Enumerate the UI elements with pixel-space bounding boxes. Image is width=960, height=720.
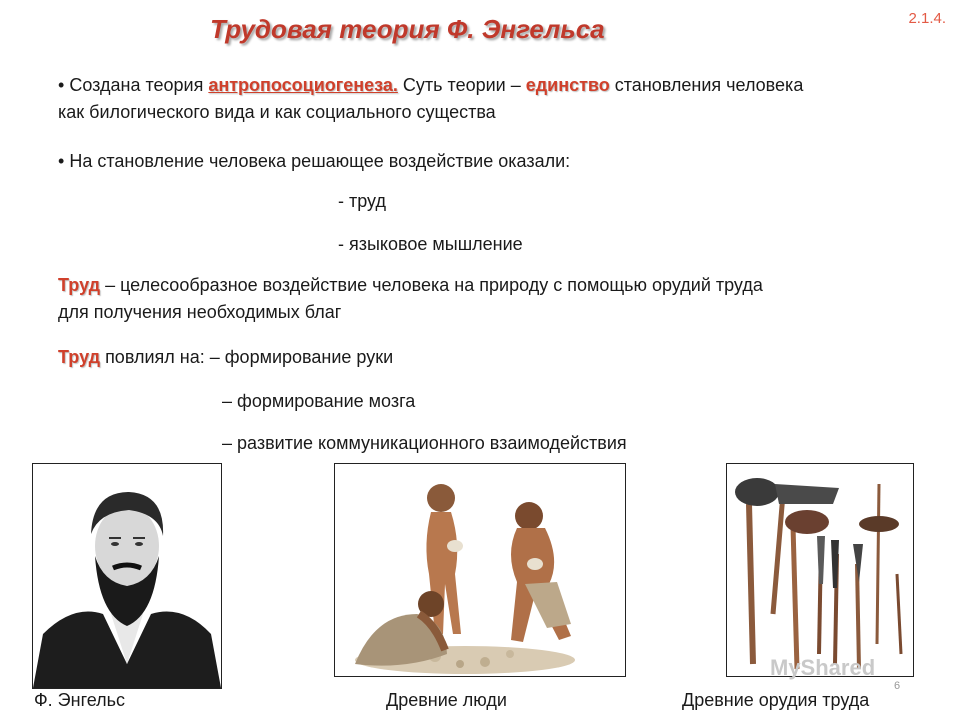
influence-text: повлиял на: – формирование руки: [100, 347, 394, 367]
term-labor: Труд: [58, 347, 101, 367]
term-unity: единство: [525, 75, 610, 95]
bullet-marker: •: [58, 75, 65, 95]
bullet-2-text: На становление человека решающее воздействие оказали:: [69, 151, 571, 171]
bullet-1-line-2: как билогического вида и как социального существа: [58, 102, 496, 122]
factor-language-thinking: - языковое мышление: [338, 234, 523, 254]
engels-portrait-illustration: [33, 464, 221, 688]
ancient-people-image: [334, 463, 626, 677]
bullet-2: [58, 148, 570, 175]
factor-labor: - труд: [338, 191, 386, 211]
bullet-1-post: становления человека: [609, 75, 804, 95]
slide-title: Трудовая теория Ф. Энгельса: [210, 14, 605, 44]
influence-brain: – формирование мозга: [222, 391, 416, 411]
definition-line-1: [58, 272, 763, 299]
caption-ancient-people: Древние люди: [386, 690, 507, 710]
ancient-tools-illustration: [727, 464, 913, 676]
bullet-1-line-1: [58, 72, 803, 99]
definition-text: – целесообразное воздействие человека на природу с помощью орудий труда: [100, 275, 763, 295]
term-labor: Труд: [58, 275, 101, 295]
term-anthroposociogenesis: антропосоциогенеза.: [208, 75, 398, 95]
caption-ancient-tools: Древние орудия труда: [682, 690, 870, 710]
watermark: MyShared: [770, 655, 876, 680]
definition-line-2: для получения необходимых благ: [58, 302, 342, 322]
ancient-tools-image: [726, 463, 914, 677]
bullet-1-pre: Создана теория: [69, 75, 209, 95]
bullet-1-mid: Суть теории –: [397, 75, 526, 95]
influence-line-1: [58, 344, 393, 371]
page-number: 6: [894, 680, 901, 692]
ancient-people-illustration: [335, 464, 625, 676]
influence-communication: – развитие коммуникационного взаимодействия: [222, 433, 627, 453]
slide-section-number: 2.1.4.: [908, 10, 946, 27]
caption-engels: Ф. Энгельс: [34, 690, 126, 710]
bullet-marker: •: [58, 151, 65, 171]
engels-portrait: [32, 463, 222, 689]
